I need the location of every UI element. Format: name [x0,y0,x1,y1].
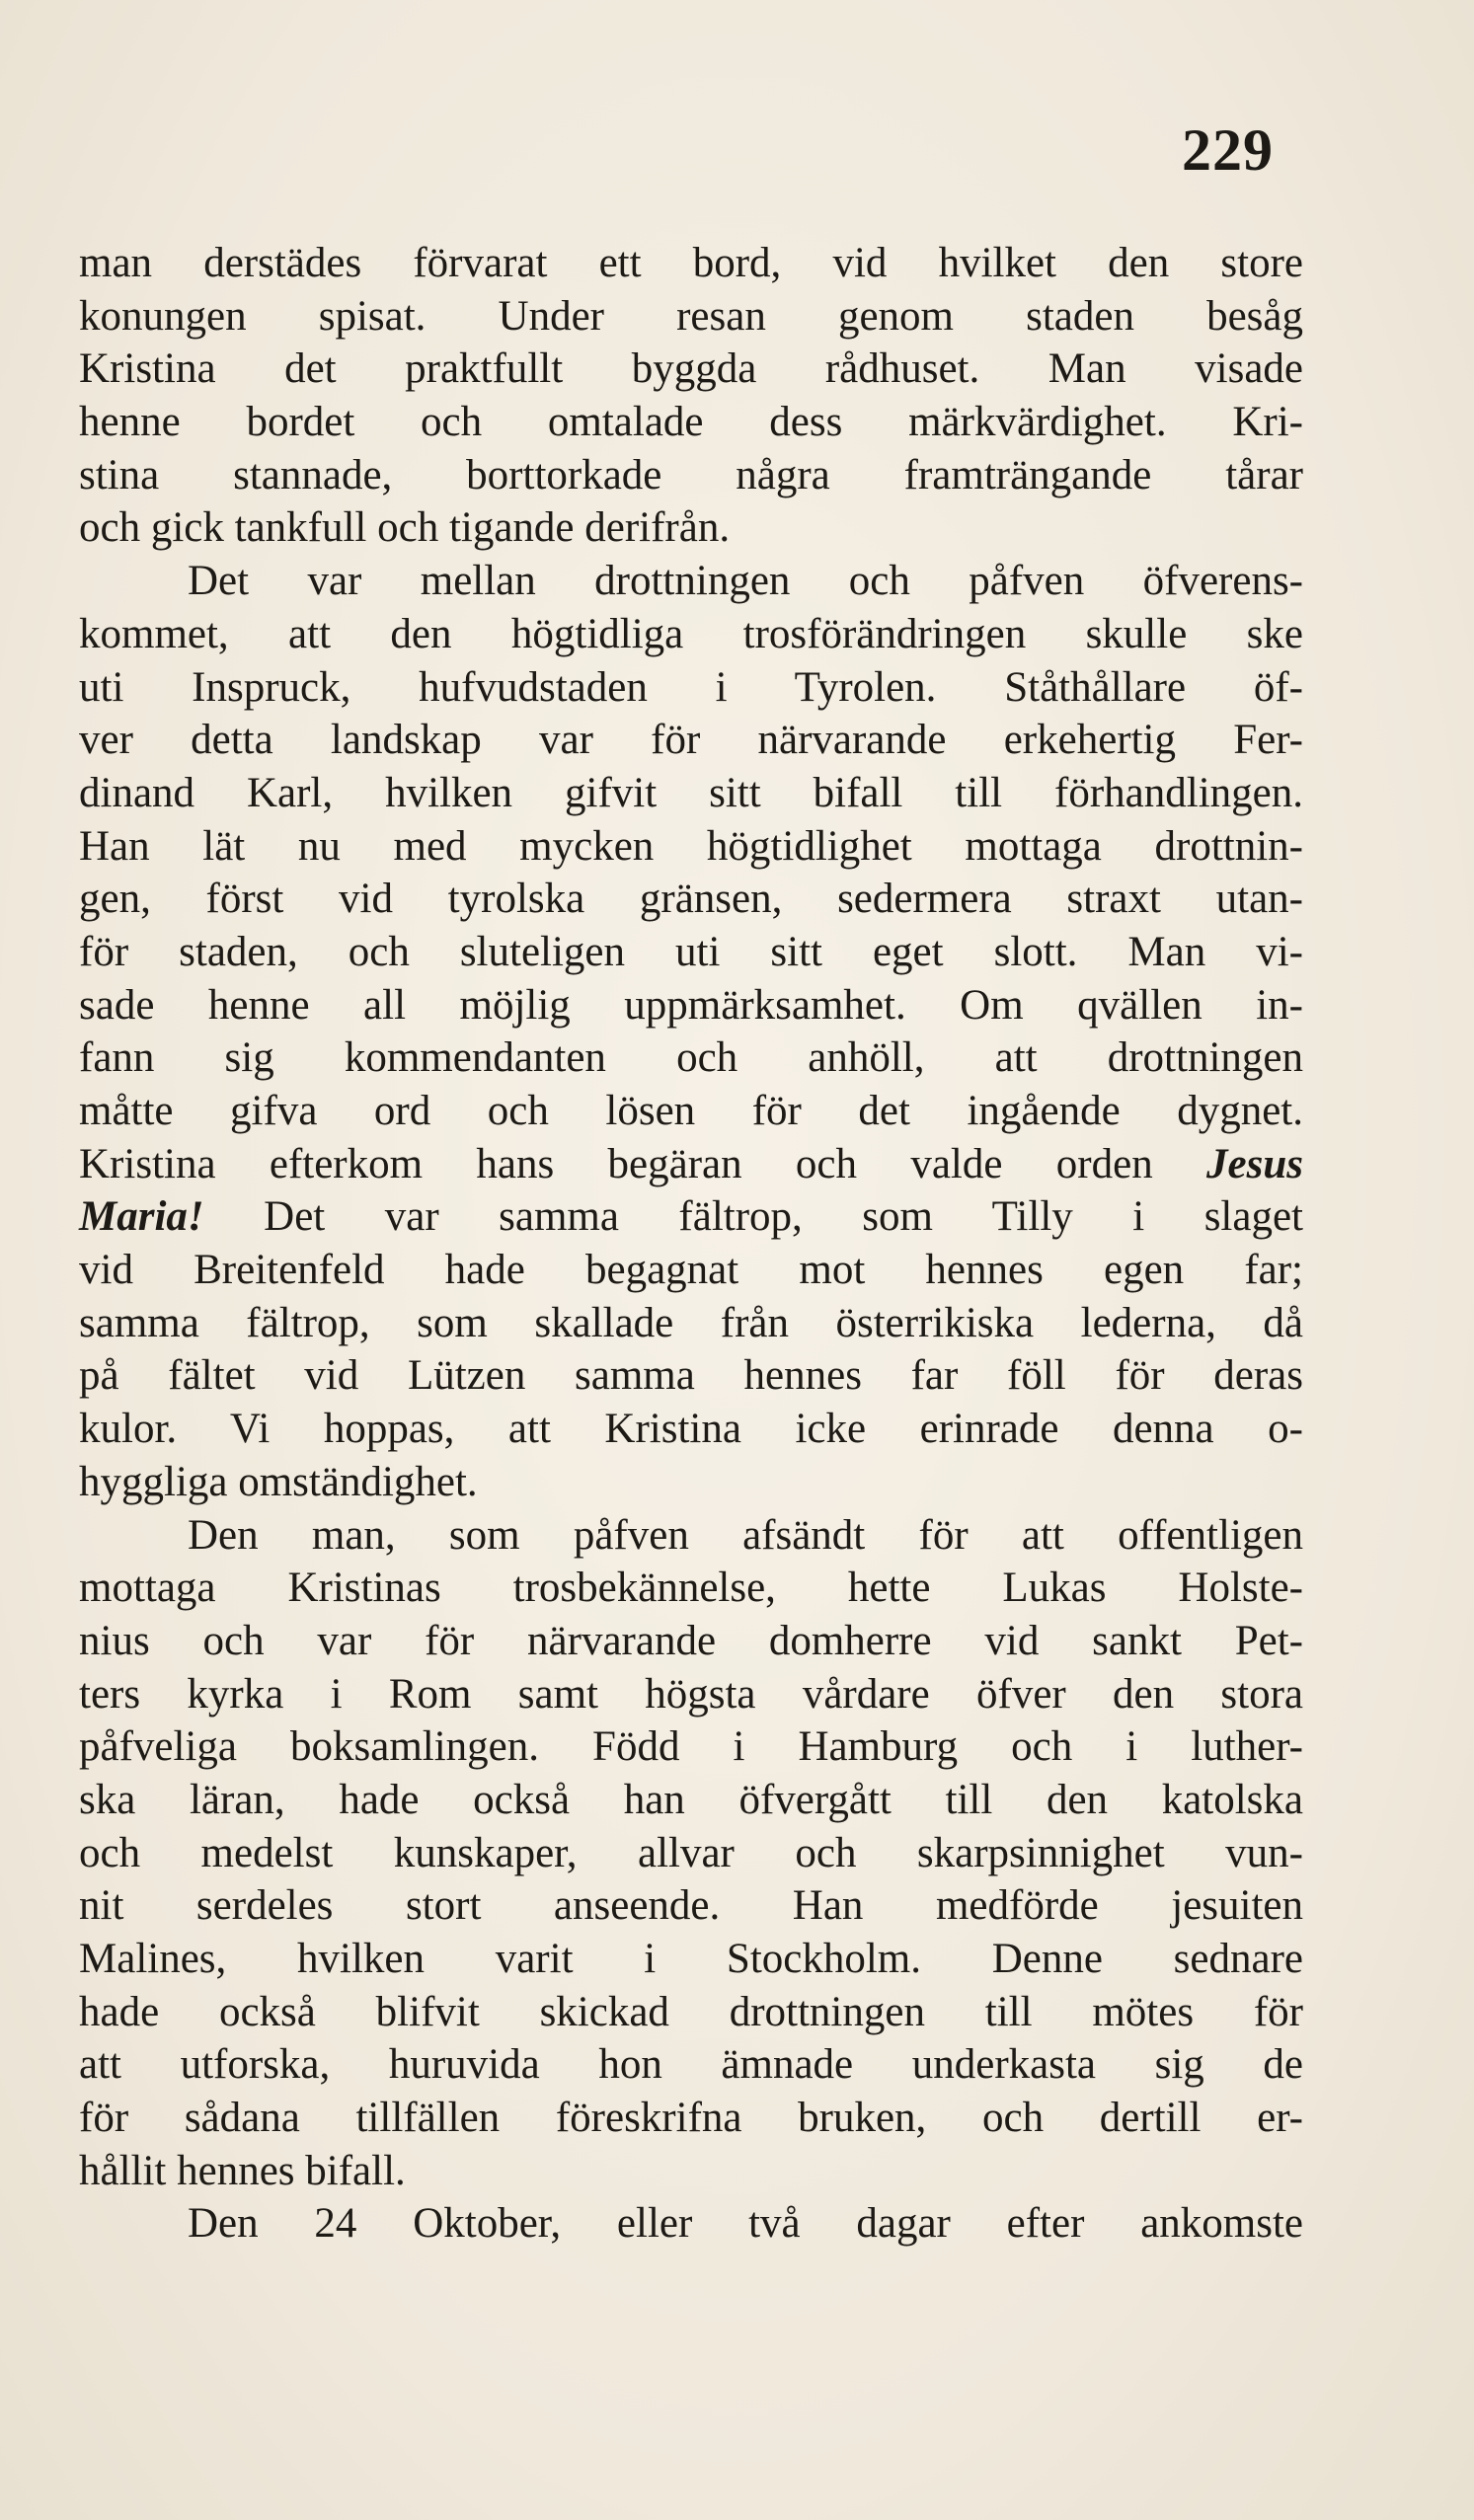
line-text: gen, först vid tyrolska gränsen, sedermera straxt utan- [79,876,1303,923]
text-line [79,979,1303,1032]
line-text: kulor. Vi hoppas, att Kristina icke erinrade denna o- [79,1406,1303,1453]
line-text: dinand Karl, hvilken gifvit sitt bifall till förhandlingen. [79,769,1303,816]
line-text: hade också blifvit skickad drottningen till mötes för [79,1988,1303,2035]
line-text: Den 24 Oktober, eller två dagar efter ankomste [188,2200,1303,2248]
text-line [79,661,1303,715]
line-text: för sådana tillfällen föreskrifna bruken, och dertill er- [79,2095,1303,2142]
line-text: ska läran, hade också han öfvergått till den katolska [79,1776,1303,1823]
text-line [79,767,1303,820]
line-text: kommet, att den högtidliga trosförändringen skulle ske [79,610,1303,657]
text-line [79,2197,1303,2251]
line-text: Det var samma fältrop, som Tilly i slaget [264,1193,1304,1241]
line-text: Kristina det praktfullt byggda rådhuset. Man visade [79,345,1303,393]
text-line [79,1190,1303,1244]
text-line [79,1562,1303,1615]
line-text: måtte gifva ord och lösen för det ingående dygnet. [79,1088,1303,1134]
line-text: nius och var för närvarande domherre vid sankt Pet- [79,1617,1303,1664]
line-text: på fältet vid Lützen samma hennes far föll för deras [79,1352,1303,1400]
line-text: vid Breitenfeld hade begagnat mot hennes egen far; [79,1247,1303,1294]
text-line [79,1774,1303,1827]
text-line [79,555,1303,608]
line-text: ver detta landskap var för närvarande erkehertig Fer- [79,717,1303,764]
text-line [79,873,1303,926]
line-text: Det var mellan drottningen och påfven öfverens- [188,558,1303,605]
text-line [79,926,1303,979]
line-text: Kristina efterkom hans begäran och valde orden [79,1140,1153,1187]
text-line [79,501,1303,555]
line-text: sade henne all möjlig uppmärksamhet. Om qvällen in- [79,981,1303,1029]
text-line [79,1403,1303,1456]
line-text: och medelst kunskaper, allvar och skarpsinnighet vun- [79,1829,1303,1876]
line-text: Den man, som påfven afsändt för att offentligen [188,1511,1303,1559]
text-line [79,449,1303,502]
line-text: hållit hennes bifall. [79,2147,406,2194]
text-line [79,2038,1303,2092]
emphasis-text: Jesus [1206,1140,1303,1187]
text-line [79,1720,1303,1774]
line-text: mottaga Kristinas trosbekännelse, hette Lukas Holste- [79,1565,1303,1612]
text-line [79,1297,1303,1350]
text-line [79,343,1303,396]
line-text: nit serdeles stort anseende. Han medförde jesuiten [79,1882,1303,1930]
text-line [79,2145,1303,2198]
text-line [79,1138,1303,1191]
line-text: hyggliga omständighet. [79,1458,478,1505]
line-text: påfveliga boksamlingen. Född i Hamburg och i luther- [79,1723,1303,1771]
text-line [79,608,1303,661]
text-line [79,1349,1303,1403]
text-line [79,714,1303,767]
line-text: fann sig kommendanten och anhöll, att drottningen [79,1034,1303,1082]
text-line [79,1827,1303,1880]
text-line [79,1085,1303,1138]
line-text: att utforska, huruvida hon ämnade underkasta sig de [79,2041,1303,2089]
line-text: samma fältrop, som skallade från österrikiska lederna, då [79,1299,1303,1346]
text-line [79,820,1303,874]
line-text: uti Inspruck, hufvudstaden i Tyrolen. Ståthållare öf- [79,663,1303,711]
line-text: Malines, hvilken varit i Stockholm. Denne sednare [79,1936,1303,1982]
text-line [79,396,1303,449]
line-text: för staden, och sluteligen uti sitt eget slott. Man vi- [79,928,1303,975]
text-line [79,1031,1303,1085]
page-number: 229 [1182,117,1274,183]
text-line [79,290,1303,344]
text-line [79,1456,1303,1509]
text-line [79,1879,1303,1933]
text-line [79,1615,1303,1668]
text-line [79,1986,1303,2039]
line-text: Han lät nu med mycken högtidlighet mottaga drottnin- [79,822,1303,870]
text-line [79,1244,1303,1297]
text-line [79,2092,1303,2145]
text-line [79,1933,1303,1986]
line-text: konungen spisat. Under resan genom staden besåg [79,292,1303,340]
line-text: stina stannade, borttorkade några framträngande tårar [79,451,1303,498]
emphasis-text: Maria! [79,1193,204,1241]
line-text: henne bordet och omtalade dess märkvärdighet. Kri- [79,399,1303,446]
body-text [79,237,1303,2251]
text-line [79,1668,1303,1721]
line-text: ters kyrka i Rom samt högsta vårdare öfver den stora [79,1670,1303,1718]
text-line [79,1509,1303,1563]
line-text: man derstädes förvarat ett bord, vid hvilket den store [79,240,1303,286]
text-line [79,237,1303,290]
line-text: och gick tankfull och tigande derifrån. [79,504,731,552]
